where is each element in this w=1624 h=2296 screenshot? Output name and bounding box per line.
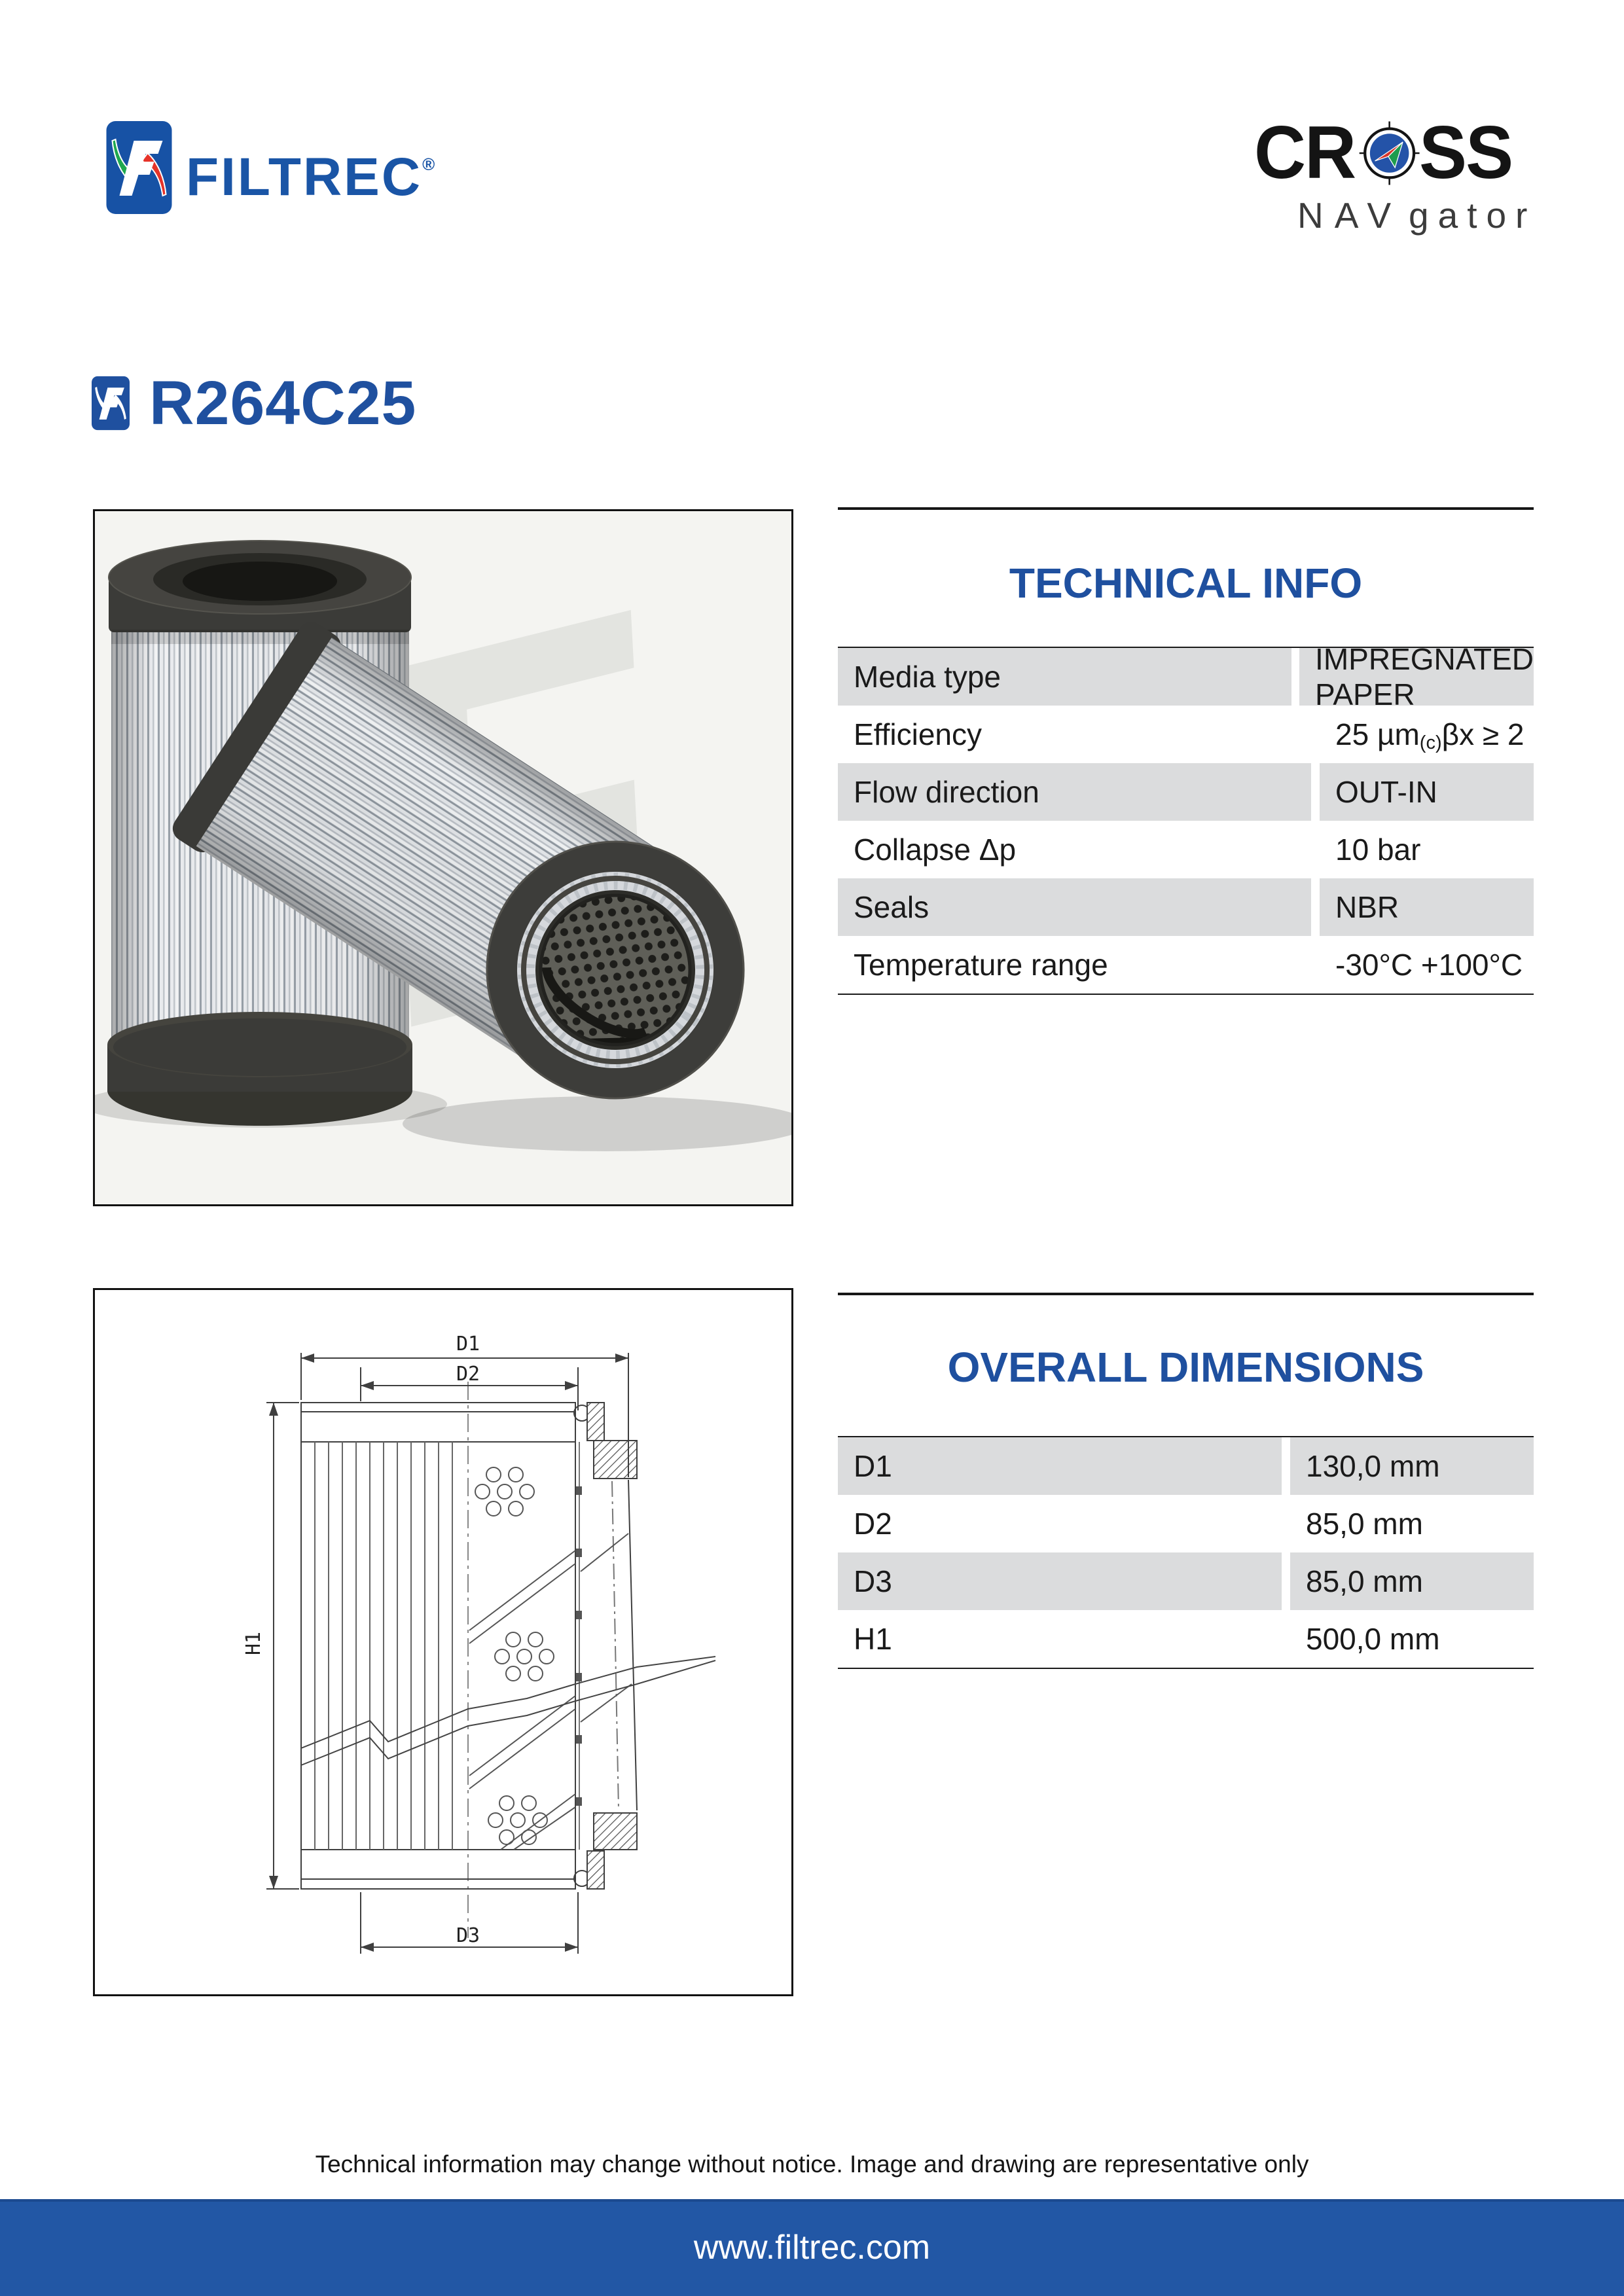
table-row <box>838 936 1534 994</box>
cross-text-left: CR <box>1254 111 1356 194</box>
row-label: Efficiency <box>854 717 983 751</box>
cross-text-right: SS <box>1418 111 1513 194</box>
row-value: 500,0 mm <box>1306 1622 1440 1656</box>
drawing-label-d2: D2 <box>456 1363 480 1386</box>
cross-navigator-logo <box>1254 111 1537 243</box>
row-label: Flow direction <box>838 763 1311 821</box>
table-row <box>838 821 1534 878</box>
row-value: 10 bar <box>1335 833 1421 867</box>
table-row <box>838 642 1534 711</box>
table-row <box>838 1437 1534 1495</box>
column-divider <box>1311 706 1320 763</box>
filtrec-name: FILTREC <box>186 147 423 207</box>
row-label: D2 <box>854 1507 892 1541</box>
filtrec-logo-icon <box>106 121 172 214</box>
technical-info-table <box>838 642 1534 995</box>
row-label: Seals <box>838 878 1311 936</box>
page-title-part-number: R264C25 <box>149 368 417 438</box>
row-label: D1 <box>838 1437 1282 1495</box>
column-divider <box>1282 1552 1290 1610</box>
column-divider <box>1311 763 1320 821</box>
row-label: Collapse Δp <box>854 833 1017 867</box>
overall-dimensions-title: OVERALL DIMENSIONS <box>947 1344 1424 1391</box>
overall-dimensions-rule <box>838 1293 1534 1295</box>
cross-wordmark <box>1254 111 1516 194</box>
drawing-label-d1: D1 <box>456 1333 480 1355</box>
row-label: Temperature range <box>854 948 1108 982</box>
column-divider <box>1291 648 1299 706</box>
column-divider <box>1311 878 1320 936</box>
table-row <box>838 878 1534 936</box>
table-row <box>838 763 1534 821</box>
technical-info-rule <box>838 507 1534 510</box>
row-label: D3 <box>838 1552 1282 1610</box>
column-divider <box>1282 1495 1290 1552</box>
table-row <box>838 1610 1534 1668</box>
compass-icon <box>1358 115 1420 191</box>
product-photo-frame <box>93 509 793 1206</box>
column-divider <box>1282 1610 1290 1668</box>
gator-text: gator <box>1409 195 1537 236</box>
row-value: NBR <box>1320 878 1534 936</box>
column-divider <box>1311 936 1320 994</box>
footer-bar <box>0 2199 1624 2296</box>
technical-drawing <box>95 1290 791 1994</box>
table-row <box>838 706 1534 763</box>
row-value: IMPREGNATED PAPER <box>1299 648 1534 706</box>
footer-disclaimer: Technical information may change without notice. Image and drawing are representative only <box>315 2151 1309 2178</box>
row-label: H1 <box>854 1622 892 1656</box>
website-link[interactable]: www.filtrec.com <box>693 2229 931 2267</box>
column-divider <box>1311 821 1320 878</box>
part-filtrec-icon <box>92 376 130 431</box>
row-value: 85,0 mm <box>1290 1552 1534 1610</box>
table-row <box>838 1495 1534 1552</box>
column-divider <box>1282 1437 1290 1495</box>
nav-text: NAV <box>1297 195 1403 236</box>
row-label: Media type <box>838 648 1291 706</box>
technical-info-title: TECHNICAL INFO <box>1009 560 1363 607</box>
overall-dimensions-table <box>838 1436 1534 1669</box>
drawing-label-d3: D3 <box>456 1924 480 1947</box>
row-value: OUT-IN <box>1320 763 1534 821</box>
row-value: 25 µm (c) βx ≥ 2 <box>1335 717 1525 753</box>
table-row <box>838 1552 1534 1610</box>
row-value: -30°C +100°C <box>1335 948 1523 982</box>
registered-trademark-icon: ® <box>422 154 435 174</box>
technical-drawing-frame <box>93 1288 793 1996</box>
drawing-label-h1: H1 <box>242 1631 265 1655</box>
product-photo <box>95 511 791 1204</box>
filtrec-wordmark <box>186 139 435 207</box>
row-value: 130,0 mm <box>1290 1437 1534 1495</box>
row-value: 85,0 mm <box>1306 1507 1423 1541</box>
navigator-wordmark <box>1254 187 1537 243</box>
